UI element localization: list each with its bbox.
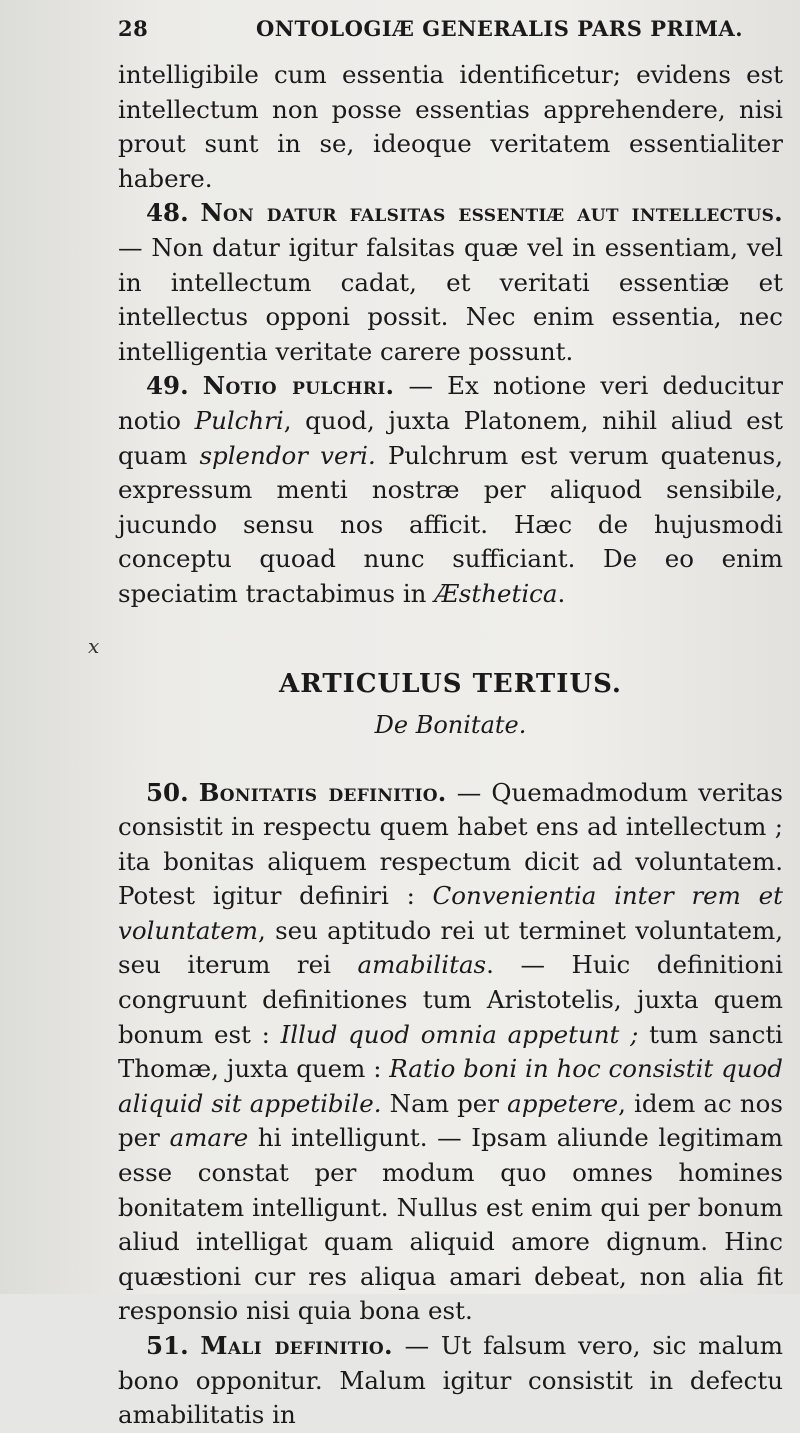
em-dash: —: [118, 232, 152, 262]
italic-term: amabilitas: [357, 950, 487, 980]
section-text: Ex notione veri deducitur notio: [118, 371, 784, 435]
section-text: Quemadmodum veritas consistit in respectu quem habet ens ad intellectum ; ita bonitas aliquem respectum dicit ad voluntatem. Potest igitur definiri :: [118, 777, 783, 911]
margin-pencil-mark: x: [88, 634, 100, 658]
section-text: hi intelligunt. — Ipsam aliunde legitimam esse constat per modum quo omnes homines bonitatem intelligunt. Nullus est enim qui per bonum aliud intelligat quam aliquid amore dignum. Hinc quæstioni cur res aliqua amari debeat, non alia fit responsio nisi quia bona est.: [118, 1123, 783, 1326]
section-49: [118, 369, 783, 611]
em-dash: —: [446, 777, 492, 807]
italic-term: splendor veri.: [199, 440, 376, 470]
italic-term: Pulchri: [194, 405, 284, 435]
section-number: 49.: [146, 371, 189, 401]
em-dash: —: [394, 371, 448, 401]
section-text: .: [557, 578, 566, 608]
italic-term: appetere: [507, 1088, 619, 1118]
paragraph-continued: intelligibile cum essentia identificetur; evidens est intellectum non posse essentias apprehendere, nisi prout sunt in se, ideoque veritatem essentialiter habere.: [118, 60, 783, 193]
section-text: . — Huic definitioni congruunt definitiones tum Aristotelis, juxta quem bonum est :: [118, 950, 783, 1049]
body-text: [118, 58, 783, 1433]
italic-term: Illud quod omnia appetunt ;: [280, 1019, 639, 1049]
italic-term: Æsthetica: [434, 578, 558, 608]
italic-term: amare: [169, 1123, 249, 1153]
section-heading: Mali definitio.: [200, 1331, 393, 1360]
section-heading: Bonitatis definitio.: [198, 777, 447, 807]
section-text: Pulchrum est verum quatenus, expressum menti nostræ per aliquod sensibile, jucundo sensu nos afficit. Hæc de hujusmodi conceptu quoad nunc sufficiant. De eo enim speciatim tractabimus in: [118, 440, 784, 608]
em-dash: —: [392, 1331, 441, 1360]
section-text: Ut falsum vero, sic malum bono opponitur. Malum igitur consistit in defectu amabilitatis in: [118, 1331, 783, 1430]
section-text: Nam per: [381, 1088, 508, 1118]
running-head: [118, 14, 760, 44]
section-50: [118, 776, 783, 1330]
section-text: , idem ac nos per: [118, 1088, 783, 1153]
article-subtitle: De Bonitate.: [374, 710, 527, 739]
page-number: 28: [118, 16, 149, 41]
article-heading: ARTICULUS TERTIUS.: [279, 668, 622, 699]
section-number: 51.: [146, 1331, 189, 1360]
running-title: ONTOLOGIÆ GENERALIS PARS PRIMA.: [256, 16, 744, 41]
section-heading: Non datur falsitas essentiæ aut intellectus.: [200, 198, 783, 228]
section-text: tum sancti Thomæ, juxta quem :: [118, 1019, 784, 1084]
section-text: , seu aptitudo rei ut terminet voluntatem, seu iterum rei: [118, 915, 783, 980]
italic-term: Convenientia inter rem et voluntatem: [118, 881, 783, 945]
section-text: Non datur igitur falsitas quæ vel in essentiam, vel in intellectum cadat, et veritati essentiæ et intellectus opponi possit. Nec enim essentia, nec intelligentia veritate carere possunt.: [118, 232, 783, 366]
section-number: 50.: [146, 777, 189, 807]
section-51: [118, 1329, 783, 1433]
italic-term: Ratio boni in hoc consistit quod aliquid sit appetibile.: [118, 1054, 783, 1118]
section-heading: Notio pulchri.: [202, 371, 395, 401]
section-number: 48.: [146, 198, 189, 228]
section-text: , quod, juxta Platonem, nihil aliud est quam: [118, 405, 784, 470]
section-48: [118, 196, 783, 369]
